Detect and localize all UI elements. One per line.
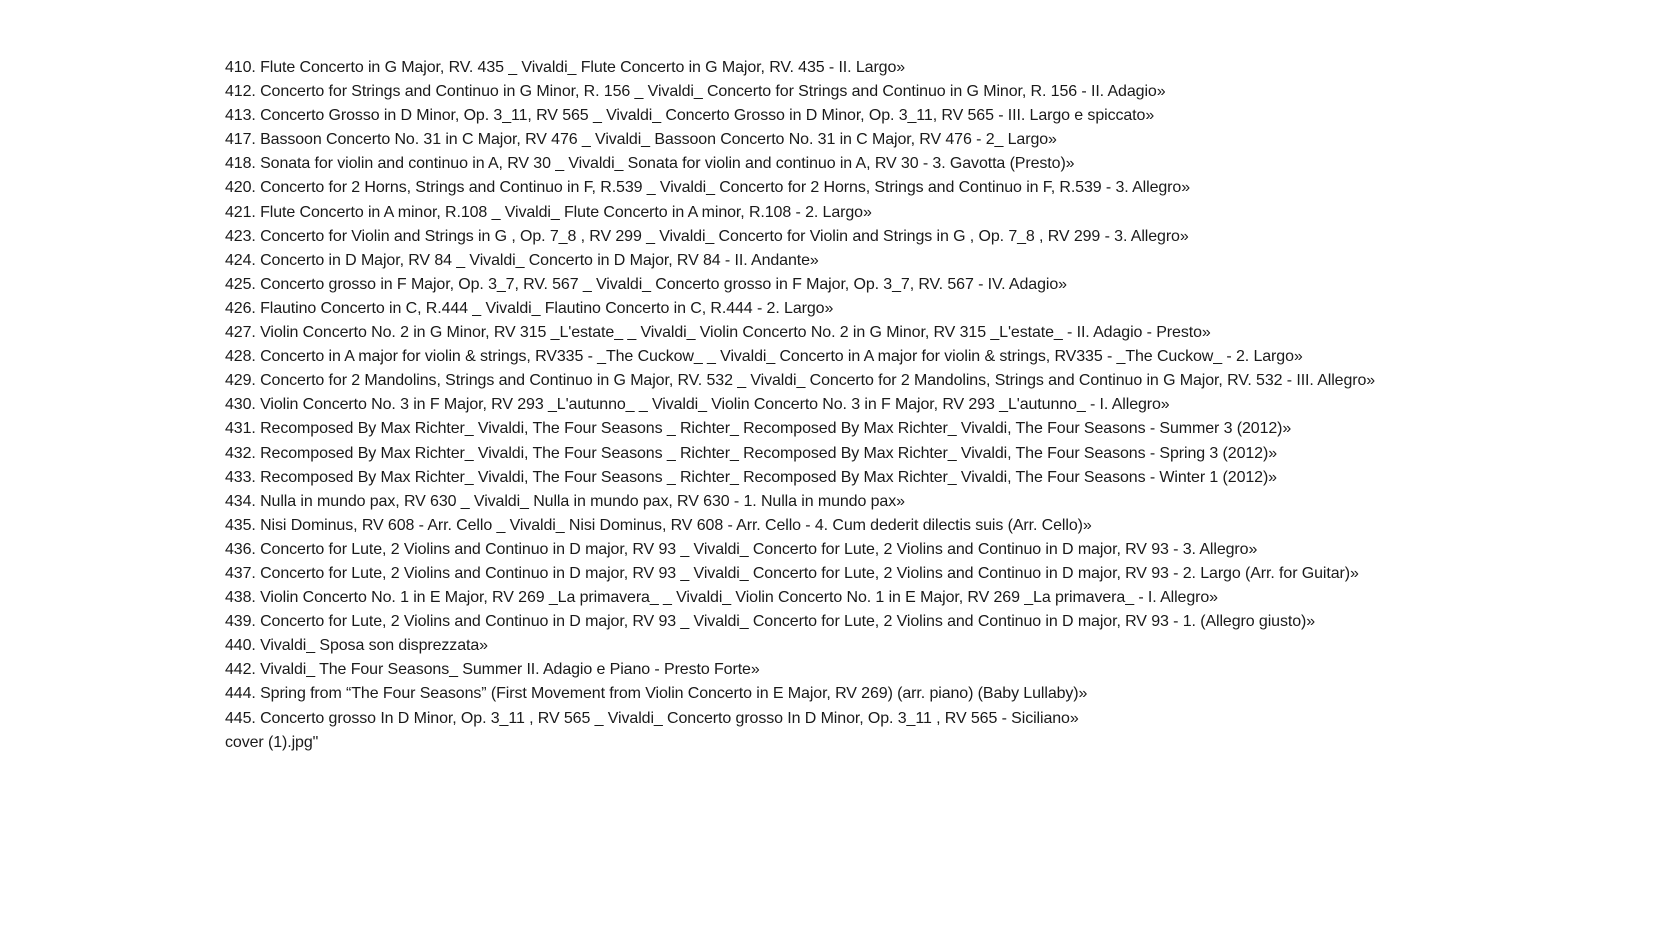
text-line: 430. Violin Concerto No. 3 in F Major, RV 293 _L'autunno_ _ Vivaldi_ Violin Concerto No. 3 in F Major, RV 293 _L'autunno_ - I. Allegro» — [225, 396, 1170, 414]
text-line: 437. Concerto for Lute, 2 Violins and Continuo in D major, RV 93 _ Vivaldi_ Concerto for Lute, 2 Violins and Continuo in D major, RV 93 - 2. Largo (Arr. for Guitar)» — [225, 564, 1359, 582]
text-line: 442. Vivaldi_ The Four Seasons_ Summer II. Adagio e Piano - Presto Forte» — [225, 661, 760, 679]
text-line: 423. Concerto for Violin and Strings in G , Op. 7_8 , RV 299 _ Vivaldi_ Concerto for Violin and Strings in G , Op. 7_8 , RV 299 - 3. Allegro» — [225, 227, 1189, 245]
text-line: 410. Flute Concerto in G Major, RV. 435 _ Vivaldi_ Flute Concerto in G Major, RV. 435 - II. Largo» — [225, 59, 906, 76]
text-line: 445. Concerto grosso In D Minor, Op. 3_11 , RV 565 _ Vivaldi_ Concerto grosso In D Minor, Op. 3_11 , RV 565 - Siciliano» — [225, 709, 1079, 727]
text-line: 439. Concerto for Lute, 2 Violins and Continuo in D major, RV 93 _ Vivaldi_ Concerto for Lute, 2 Violins and Continuo in D major, RV 93 - 1. (Allegro giusto)» — [225, 613, 1316, 631]
track-list — [225, 56, 1625, 755]
text-line: 413. Concerto Grosso in D Minor, Op. 3_11, RV 565 _ Vivaldi_ Concerto Grosso in D Minor, Op. 3_11, RV 565 - III. Largo e spiccato» — [225, 107, 1155, 125]
text-line: 435. Nisi Dominus, RV 608 - Arr. Cello _ Vivaldi_ Nisi Dominus, RV 608 - Arr. Cello - 4. Cum dederit dilectis suis (Arr. Cello)» — [225, 516, 1092, 534]
text-line: 433. Recomposed By Max Richter_ Vivaldi, The Four Seasons _ Richter_ Recomposed By Max Richter_ Vivaldi, The Four Seasons - Winter 1 (2012)» — [225, 468, 1277, 486]
text-line: 426. Flautino Concerto in C, R.444 _ Vivaldi_ Flautino Concerto in C, R.444 - 2. Largo» — [225, 299, 834, 317]
text-line: 440. Vivaldi_ Sposa son disprezzata» — [225, 637, 488, 655]
text-line: 428. Concerto in A major for violin & strings, RV335 - _The Cuckow_ _ Vivaldi_ Concerto in A major for violin & strings, RV335 - _The Cuckow_ - 2. Largo» — [225, 348, 1303, 366]
text-line: cover (1).jpg" — [225, 733, 319, 751]
text-line: 434. Nulla in mundo pax, RV 630 _ Vivaldi_ Nulla in mundo pax, RV 630 - 1. Nulla in mundo pax» — [225, 492, 905, 510]
text-line: 429. Concerto for 2 Mandolins, Strings and Continuo in G Major, RV. 532 _ Vivaldi_ Concerto for 2 Mandolins, Strings and Continuo in G Major, RV. 532 - III. Allegro» — [225, 372, 1376, 390]
text-line: 432. Recomposed By Max Richter_ Vivaldi, The Four Seasons _ Richter_ Recomposed By Max Richter_ Vivaldi, The Four Seasons - Spring 3 (2012)» — [225, 444, 1278, 462]
text-line: 431. Recomposed By Max Richter_ Vivaldi, The Four Seasons _ Richter_ Recomposed By Max Richter_ Vivaldi, The Four Seasons - Summer 3 (2012)» — [225, 420, 1292, 438]
text-line: 412. Concerto for Strings and Continuo in G Minor, R. 156 _ Vivaldi_ Concerto for Strings and Continuo in G Minor, R. 156 - II. Adagio» — [225, 83, 1166, 101]
text-line: 444. Spring from “The Four Seasons” (First Movement from Violin Concerto in E Major, RV 269) (arr. piano) (Baby Lullaby)» — [225, 685, 1088, 703]
text-line: 424. Concerto in D Major, RV 84 _ Vivaldi_ Concerto in D Major, RV 84 - II. Andante» — [225, 251, 819, 269]
text-line: 420. Concerto for 2 Horns, Strings and Continuo in F, R.539 _ Vivaldi_ Concerto for 2 Horns, Strings and Continuo in F, R.539 - 3. Allegro» — [225, 179, 1191, 197]
text-line: 417. Bassoon Concerto No. 31 in C Major, RV 476 _ Vivaldi_ Bassoon Concerto No. 31 in C Major, RV 476 - 2_ Largo» — [225, 131, 1057, 149]
text-line: 436. Concerto for Lute, 2 Violins and Continuo in D major, RV 93 _ Vivaldi_ Concerto for Lute, 2 Violins and Continuo in D major, RV 93 - 3. Allegro» — [225, 540, 1258, 558]
text-line: 427. Violin Concerto No. 2 in G Minor, RV 315 _L'estate_ _ Vivaldi_ Violin Concerto No. 2 in G Minor, RV 315 _L'estate_ - II. Adagio - Presto» — [225, 324, 1211, 342]
text-line: 425. Concerto grosso in F Major, Op. 3_7, RV. 567 _ Vivaldi_ Concerto grosso in F Major, Op. 3_7, RV. 567 - IV. Adagio» — [225, 275, 1067, 293]
text-line: 421. Flute Concerto in A minor, R.108 _ Vivaldi_ Flute Concerto in A minor, R.108 - 2. Largo» — [225, 203, 872, 221]
text-line: 438. Violin Concerto No. 1 in E Major, RV 269 _La primavera_ _ Vivaldi_ Violin Concerto No. 1 in E Major, RV 269 _La primavera_ - I. Allegro» — [225, 589, 1218, 607]
text-line: 418. Sonata for violin and continuo in A, RV 30 _ Vivaldi_ Sonata for violin and continuo in A, RV 30 - 3. Gavotta (Presto)» — [225, 155, 1075, 173]
